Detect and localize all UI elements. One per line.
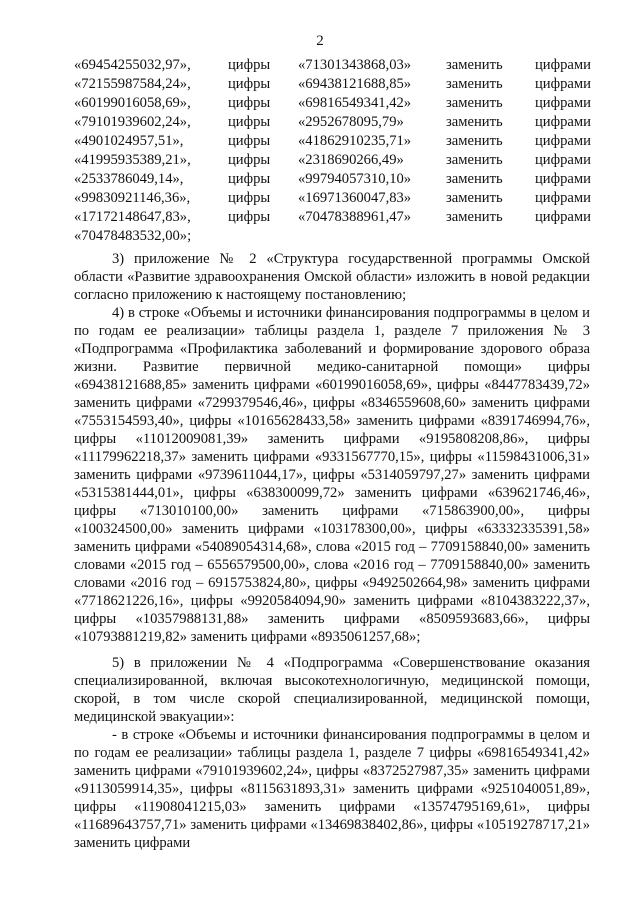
replacement-row: «2533786049,14», цифры «99794057310,10» заменить цифрами	[74, 171, 591, 187]
replacement-row: «69454255032,97», цифры «71301343868,03» заменить цифрами	[74, 57, 591, 73]
replacement-row: «4901024957,51», цифры «41862910235,71» заменить цифрами	[74, 133, 591, 149]
paragraph-4: 4) в строке «Объемы и источники финансирования подпрограммы в целом и по годам ее реализации» таблицы раздела 1, разделе 7 приложения № 3 «Подпрограмма «Профилактика заболеваний и формирование здорового образа жизни. Развитие первичной медико-санитарной помощи» цифры «69438121688,85» заменить цифрами «60199016058,69», цифры «8447783439,72» заменить цифрами «7299379546,46», цифры «8346559608,60» заменить цифрами «7553154593,40», цифры «10165628433,58» заменить цифрами «8391746994,76», цифры «11012009081,39» заменить цифрами «9195808208,86», цифры «11179962218,37» заменить цифрами «9331567770,15», цифры «11598431006,31» заменить цифрами «9739611044,17», цифры «5314059797,27» заменить цифрами «5315381444,01», цифры «638300099,72» заменить цифрами «639621746,46», цифры «713010100,00» заменить цифрами «715863900,00», цифры «100324500,00» заменить цифрами «103178300,00», цифры «63332335391,58» заменить цифрами «54089054314,68», слова «2015 год – 7709158840,00» заменить словами «2015 год – 6556579500,00», слова «2016 год – 7709158840,00» заменить словами «2016 год – 6915753824,80», цифры «9492502664,98» заменить цифрами «7718621226,16», цифры «9920584094,90» заменить цифрами «8104383222,37», цифры «10357988131,88» заменить цифрами «8509593683,66», цифры «10793881219,82» заменить цифрами «8935061257,68»;	[74, 305, 590, 645]
replacement-list	[74, 56, 594, 246]
paragraph-5-item: - в строке «Объемы и источники финансирования подпрограммы в целом и по годам ее реализации» таблицы раздела 1, разделе 7 цифры «69816549341,42» заменить цифрами «79101939602,24», цифры «8372527987,35» заменить цифрами «9113059914,35», цифры «8115631893,31» заменить цифрами «9251040051,89», цифры «11908041215,03» заменить цифрами «13574795169,61», цифры «11689643757,71» заменить цифрами «13469838402,86», цифры «10519278717,21» заменить цифрами	[74, 727, 590, 851]
body-text	[74, 250, 590, 852]
replacement-row: «17172148647,83», цифры «70478388961,47» заменить цифрами	[74, 209, 591, 225]
paragraph-3: 3) приложение № 2 «Структура государственной программы Омской области «Развитие здравоохранения Омской области» изложить в новой редакции согласно приложению к настоящему постановлению;	[74, 251, 590, 303]
replacement-row: «72155987584,24», цифры «69438121688,85» заменить цифрами	[74, 76, 591, 92]
replacement-row: «79101939602,24», цифры «2952678095,79» заменить цифрами	[74, 114, 591, 130]
replacement-row: «41995935389,21», цифры «2318690266,49» заменить цифрами	[74, 152, 591, 168]
replacement-row: «99830921146,36», цифры «16971360047,83» заменить цифрами	[74, 190, 591, 206]
page-number: 2	[316, 33, 324, 49]
replacement-row-last: «70478483532,00»;	[74, 228, 192, 244]
replacement-row: «60199016058,69», цифры «69816549341,42» заменить цифрами	[74, 95, 591, 111]
paragraph-5: 5) в приложении № 4 «Подпрограмма «Совершенствование оказания специализированной, включая высокотехнологичную, медицинской помощи, скорой, в том числе скорой специализированной, медицинской помощи, медицинской эвакуации»:	[74, 655, 590, 725]
